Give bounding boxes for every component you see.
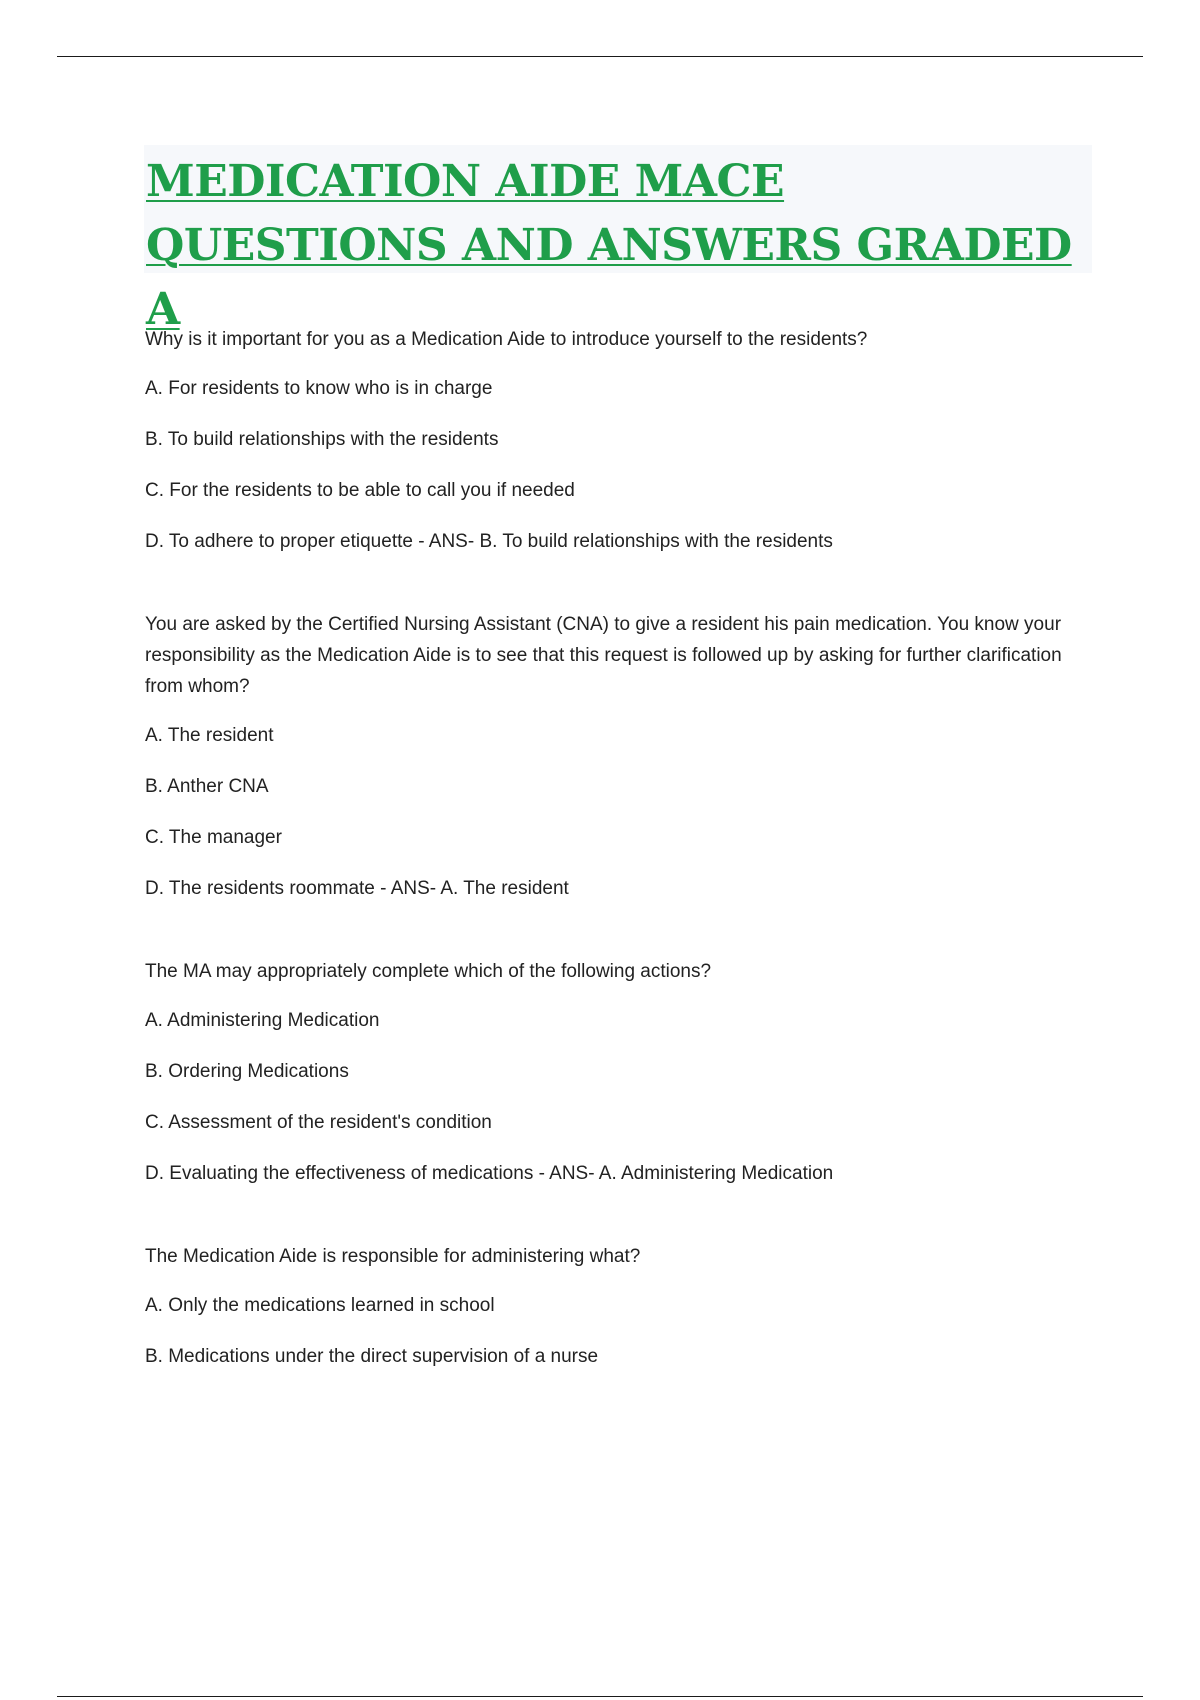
question-1 (145, 324, 1085, 557)
question-3 (145, 956, 1085, 1189)
question-text: You are asked by the Certified Nursing Assistant (CNA) to give a resident his pain medication. You know your responsibility as the Medication Aide is to see that this request is followed up by asking for further clarification from whom? (145, 614, 1062, 697)
answer-option-d: D. The residents roommate - ANS- A. The resident (145, 878, 569, 899)
answer-option-c: C. Assessment of the resident's condition (145, 1112, 492, 1133)
answer-option-b: B. To build relationships with the residents (145, 429, 499, 450)
answer-option-d: D. To adhere to proper etiquette - ANS- B. To build relationships with the residents (145, 531, 833, 552)
answer-option-c: C. The manager (145, 827, 282, 848)
footer-rule (57, 1696, 1143, 1697)
header-rule (57, 56, 1143, 57)
question-2 (145, 609, 1085, 904)
question-4 (145, 1241, 1085, 1372)
answer-option-a: A. Only the medications learned in school (145, 1295, 495, 1316)
document-title: MEDICATION AIDE MACE QUESTIONS AND ANSWERS GRADED A (146, 156, 1072, 335)
answer-option-a: A. The resident (145, 725, 274, 746)
answer-option-b: B. Anther CNA (145, 776, 269, 797)
answer-option-b: B. Ordering Medications (145, 1061, 349, 1082)
document-body (145, 324, 1085, 1424)
question-text: The MA may appropriately complete which of the following actions? (145, 961, 712, 982)
answer-option-c: C. For the residents to be able to call you if needed (145, 480, 575, 501)
answer-option-d: D. Evaluating the effectiveness of medications - ANS- A. Administering Medication (145, 1163, 834, 1184)
question-text: Why is it important for you as a Medication Aide to introduce yourself to the residents? (145, 329, 868, 350)
answer-option-a: A. Administering Medication (145, 1010, 380, 1031)
answer-option-a: A. For residents to know who is in charge (145, 378, 493, 399)
answer-option-b: B. Medications under the direct supervision of a nurse (145, 1346, 599, 1367)
question-text: The Medication Aide is responsible for administering what? (145, 1246, 641, 1267)
